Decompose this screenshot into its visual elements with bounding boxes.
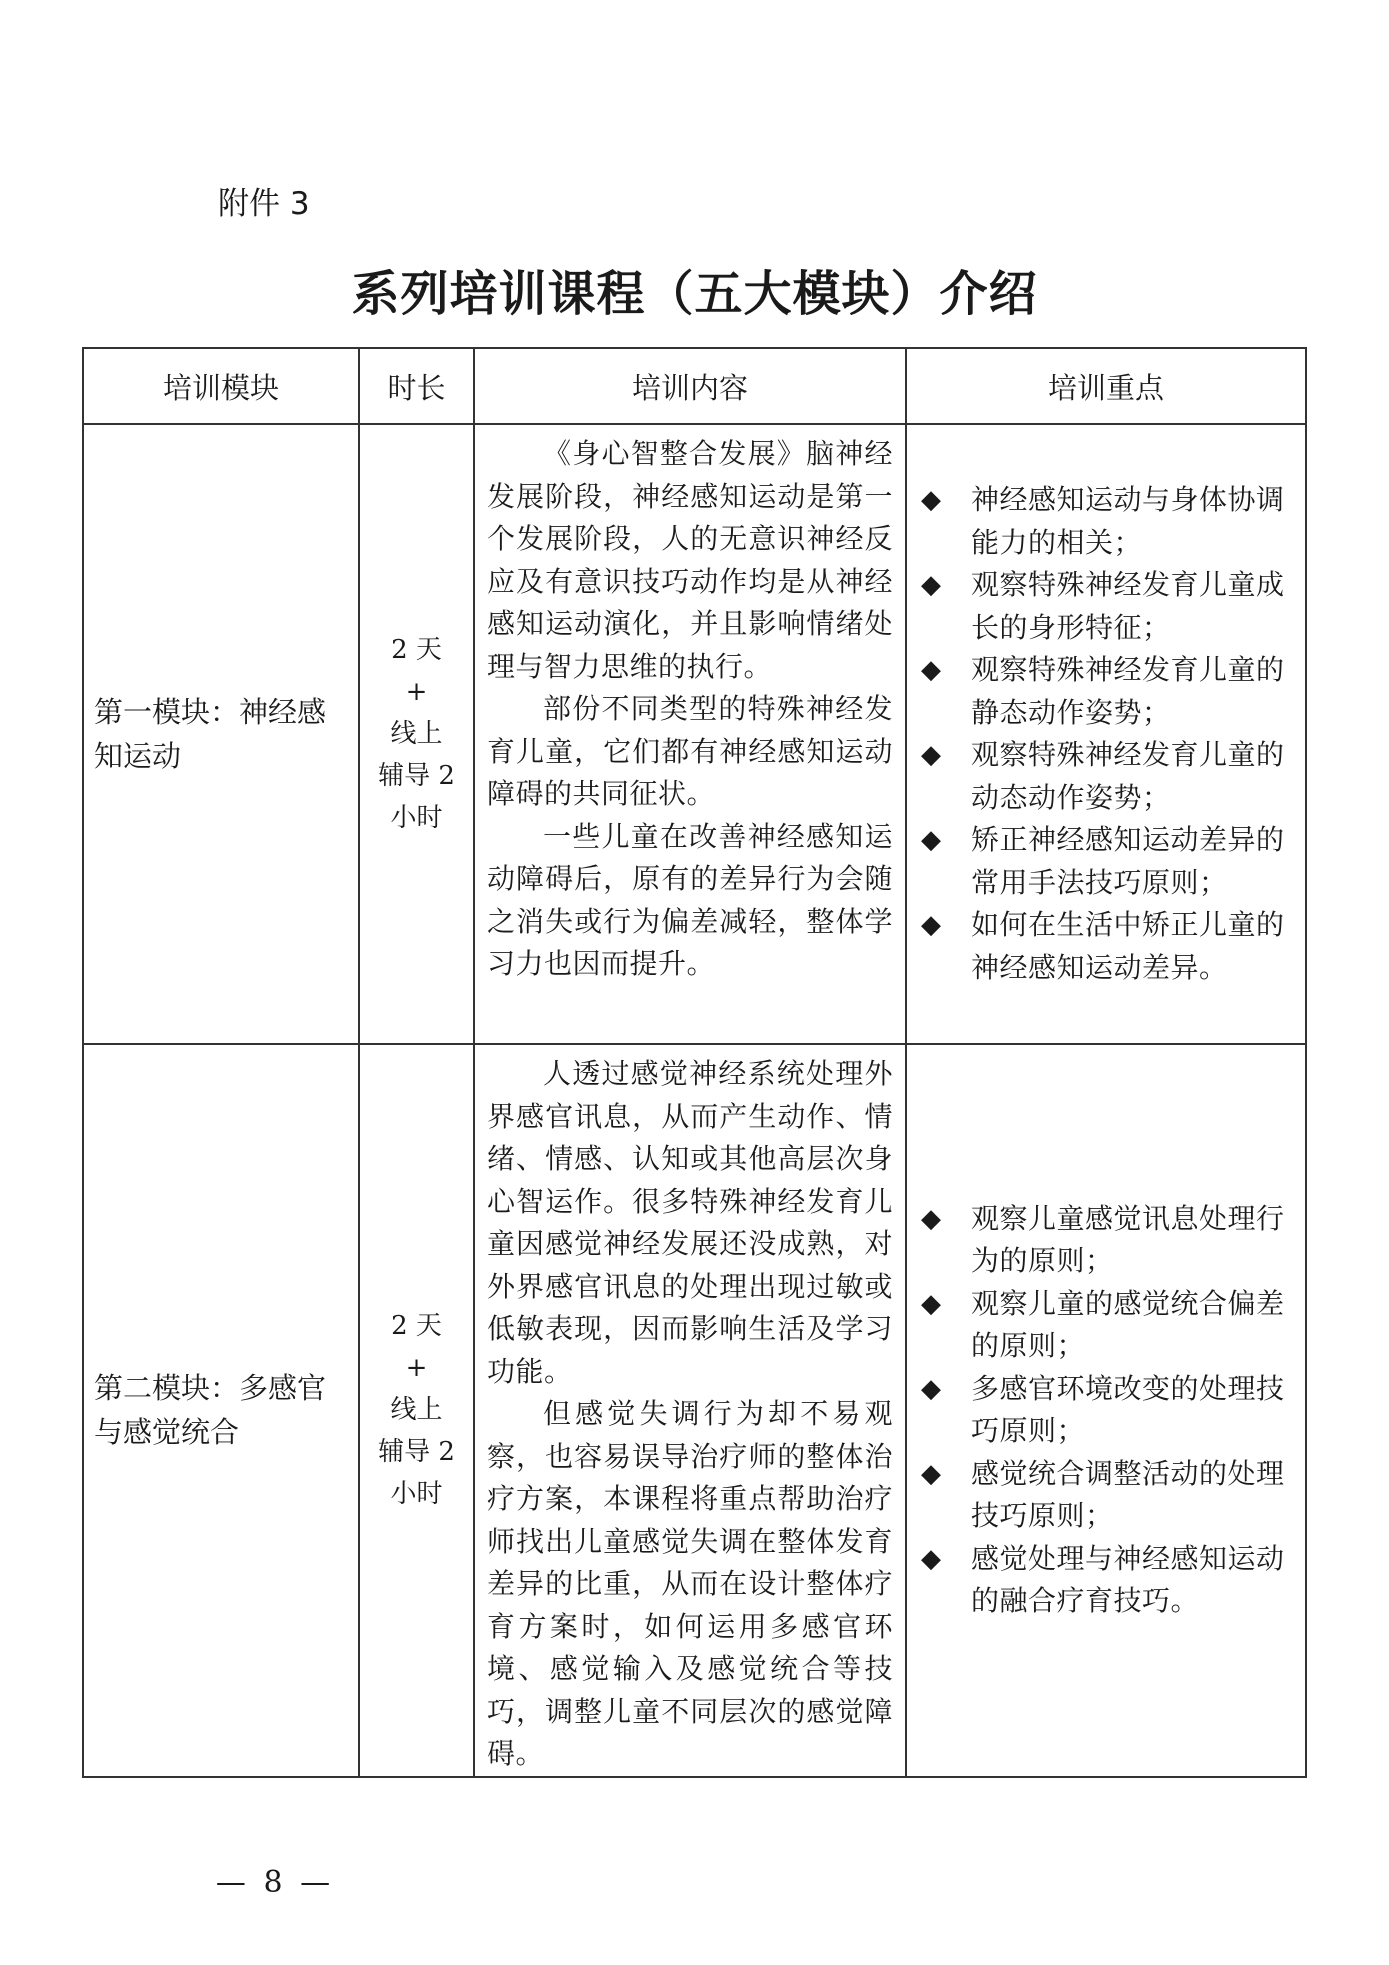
duration-line: 线上 bbox=[390, 1395, 443, 1426]
duration-line: + bbox=[405, 1353, 428, 1384]
key-point-item: ◆ 矫正神经感知运动差异的常用手法技巧原则； bbox=[921, 819, 1293, 904]
key-point-item: ◆ 观察特殊神经发育儿童成长的身形特征； bbox=[921, 564, 1293, 649]
diamond-bullet-icon: ◆ bbox=[921, 655, 942, 685]
module-name: 第二模块：多感官与感觉统合 bbox=[83, 1044, 359, 1777]
key-point-item: ◆ 神经感知运动与身体协调能力的相关； bbox=[921, 479, 1293, 564]
module-key-points bbox=[906, 424, 1306, 1044]
header-module: 培训模块 bbox=[83, 348, 359, 424]
module-key-points bbox=[906, 1044, 1306, 1777]
module-content bbox=[474, 1044, 906, 1777]
table-row bbox=[83, 424, 1306, 1044]
header-content: 培训内容 bbox=[474, 348, 906, 424]
diamond-bullet-icon: ◆ bbox=[921, 1458, 942, 1489]
content-paragraph: 人透过感觉神经系统处理外界感官讯息，从而产生动作、情绪、情感、认知或其他高层次身心智运作。很多特殊神经发育儿童因感觉神经发展还没成熟，对外界感官讯息的处理出现过敏或低敏表现，因而影响生活及学习功能。 bbox=[487, 1057, 893, 1388]
duration-line: 2 天 bbox=[391, 635, 442, 665]
duration-line: 线上 bbox=[390, 719, 443, 749]
module-name: 第一模块：神经感知运动 bbox=[83, 424, 359, 1044]
module-content bbox=[474, 424, 906, 1044]
diamond-bullet-icon: ◆ bbox=[921, 825, 942, 855]
table-row bbox=[83, 1044, 1306, 1777]
diamond-bullet-icon: ◆ bbox=[921, 910, 942, 940]
content-paragraph: 《身心智整合发展》脑神经发展阶段，神经感知运动是第一个发展阶段，人的无意识神经反应及有意识技巧动作均是从神经感知运动演化，并且影响情绪处理与智力思维的执行。 bbox=[487, 437, 893, 683]
key-point-item: ◆ 如何在生活中矫正儿童的神经感知运动差异。 bbox=[921, 904, 1293, 989]
content-paragraph: 但感觉失调行为却不易观察，也容易误导治疗师的整体治疗方案，本课程将重点帮助治疗师找出儿童感觉失调在整体发育差异的比重，从而在设计整体疗育方案时，如何运用多感官环境、感觉输入及感觉统合等技巧，调整儿童不同层次的感觉障碍。 bbox=[487, 1397, 893, 1770]
page-number: — 8 — bbox=[215, 1865, 335, 1900]
module-duration bbox=[359, 1044, 474, 1777]
key-point-item: ◆ 观察儿童感觉讯息处理行为的原则； bbox=[921, 1198, 1293, 1283]
duration-line: 小时 bbox=[390, 803, 443, 833]
table-header-row bbox=[83, 348, 1306, 424]
header-duration: 时长 bbox=[359, 348, 474, 424]
diamond-bullet-icon: ◆ bbox=[921, 1203, 942, 1234]
document-title: 系列培训课程（五大模块）介绍 bbox=[351, 266, 1038, 322]
duration-line: 2 天 bbox=[391, 1311, 442, 1342]
key-point-item: ◆ 感觉统合调整活动的处理技巧原则； bbox=[921, 1453, 1293, 1538]
key-point-item: ◆ 感觉处理与神经感知运动的融合疗育技巧。 bbox=[921, 1538, 1293, 1623]
diamond-bullet-icon: ◆ bbox=[921, 740, 942, 770]
attachment-label: 附件 3 bbox=[218, 186, 310, 222]
module-duration bbox=[359, 424, 474, 1044]
duration-line: + bbox=[405, 677, 428, 707]
header-key-points: 培训重点 bbox=[906, 348, 1306, 424]
diamond-bullet-icon: ◆ bbox=[921, 1288, 942, 1319]
diamond-bullet-icon: ◆ bbox=[921, 1373, 942, 1404]
key-point-item: ◆ 多感官环境改变的处理技巧原则； bbox=[921, 1368, 1293, 1453]
key-point-item: ◆ 观察特殊神经发育儿童的动态动作姿势； bbox=[921, 734, 1293, 819]
diamond-bullet-icon: ◆ bbox=[921, 570, 942, 600]
duration-line: 辅导 2 bbox=[378, 761, 455, 791]
course-table bbox=[82, 347, 1307, 1778]
content-paragraph: 一些儿童在改善神经感知运动障碍后，原有的差异行为会随之消失或行为偏差减轻，整体学习力也因而提升。 bbox=[487, 819, 893, 980]
diamond-bullet-icon: ◆ bbox=[921, 1543, 942, 1574]
content-paragraph: 部份不同类型的特殊神经发育儿童，它们都有神经感知运动障碍的共同征状。 bbox=[487, 692, 893, 810]
key-point-item: ◆ 观察儿童的感觉统合偏差的原则； bbox=[921, 1283, 1293, 1368]
duration-line: 辅导 2 bbox=[378, 1437, 455, 1468]
duration-line: 小时 bbox=[390, 1479, 443, 1510]
key-point-item: ◆ 观察特殊神经发育儿童的静态动作姿势； bbox=[921, 649, 1293, 734]
diamond-bullet-icon: ◆ bbox=[921, 485, 942, 515]
